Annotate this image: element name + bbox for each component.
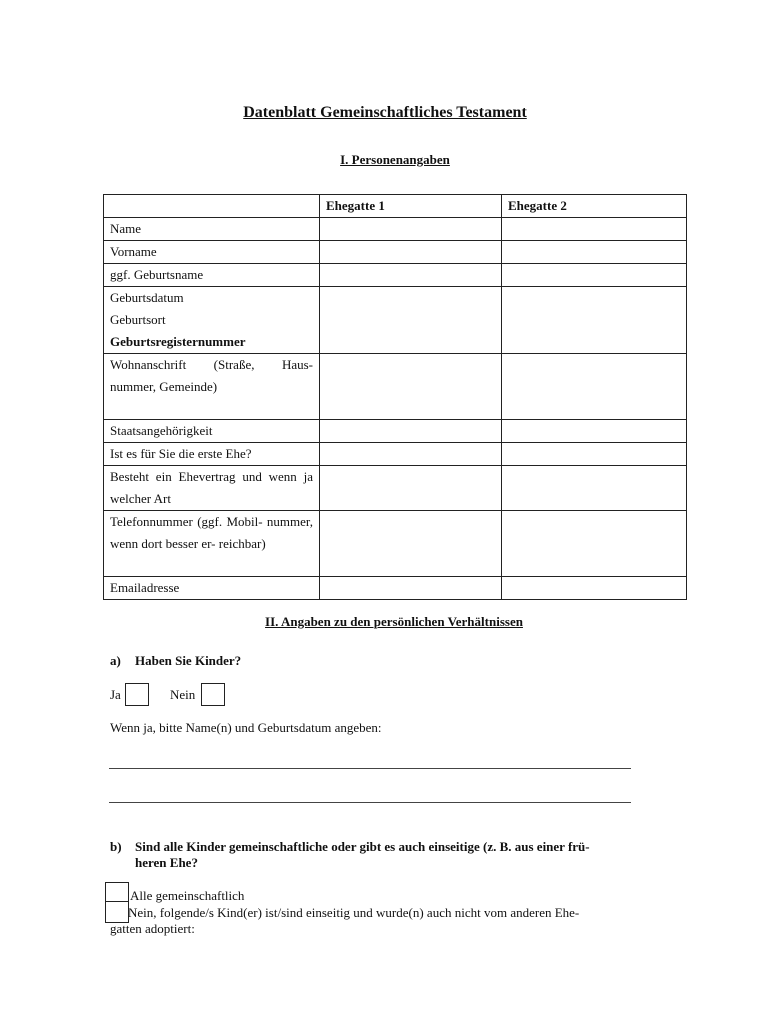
wohnanschrift-spouse-1-cell[interactable] [320,354,502,420]
name-spouse-2-cell[interactable] [502,218,687,241]
nein-checkbox[interactable] [201,683,225,706]
question-b-label: b) [110,839,122,854]
label-geburtsort: Geburtsort [110,312,166,327]
personal-data-table [103,194,687,600]
row-label-wohnanschrift: Wohnanschrift (Straße, Haus- nummer, Gemeinde) [104,354,320,420]
table-row [104,443,687,466]
row-label-name: Name [104,218,320,241]
table-row [104,218,687,241]
einseitig-checkbox[interactable] [105,901,129,923]
telefon-spouse-2-cell[interactable] [502,511,687,577]
question-b-text-line-1: Sind alle Kinder gemeinschaftliche oder gibt es auch einseitige (z. B. aus einer frü- [135,839,590,854]
erste-ehe-spouse-1-cell[interactable] [320,443,502,466]
table-row [104,287,687,354]
section-1-heading: I. Personenangaben [340,152,450,167]
row-label-telefon: Telefonnummer (ggf. Mobil- nummer, wenn dort besser er- reichbar) [104,511,320,577]
table-row [104,466,687,511]
column-header-spouse-2: Ehegatte 2 [502,195,687,218]
question-a-text: Haben Sie Kinder? [135,653,242,668]
geburtsname-spouse-1-cell[interactable] [320,264,502,287]
table-row [104,241,687,264]
row-label-staatsangehoerigkeit: Staatsangehörigkeit [104,420,320,443]
option-einseitig-line-1: Nein, folgende/s Kind(er) ist/sind einseitig und wurde(n) auch nicht vom anderen Ehe- [128,905,580,920]
label-geburtsdatum: Geburtsdatum [110,290,184,305]
telefon-spouse-1-cell[interactable] [320,511,502,577]
table-header-row [104,195,687,218]
row-label-vorname: Vorname [104,241,320,264]
document-title: Datenblatt Gemeinschaftliches Testament [243,104,527,121]
row-label-erste-ehe: Ist es für Sie die erste Ehe? [104,443,320,466]
birth-details-spouse-2-cell[interactable] [502,287,687,354]
wohnanschrift-spouse-2-cell[interactable] [502,354,687,420]
row-label-geburtsname: ggf. Geburtsname [104,264,320,287]
ehevertrag-spouse-1-cell[interactable] [320,466,502,511]
children-entry-line-2[interactable] [109,802,631,803]
children-instruction: Wenn ja, bitte Name(n) und Geburtsdatum angeben: [110,720,382,735]
staatsangehoerigkeit-spouse-1-cell[interactable] [320,420,502,443]
row-label-email: Emailadresse [104,577,320,600]
birth-details-spouse-1-cell[interactable] [320,287,502,354]
column-header-spouse-1: Ehegatte 1 [320,195,502,218]
table-row [104,354,687,420]
staatsangehoerigkeit-spouse-2-cell[interactable] [502,420,687,443]
ehevertrag-spouse-2-cell[interactable] [502,466,687,511]
option-alle-gemeinschaftlich: Alle gemeinschaftlich [130,888,245,903]
geburtsname-spouse-2-cell[interactable] [502,264,687,287]
name-spouse-1-cell[interactable] [320,218,502,241]
table-row [104,577,687,600]
option-einseitig-line-2: gatten adoptiert: [110,921,195,936]
option-ja-label: Ja [110,687,121,702]
erste-ehe-spouse-2-cell[interactable] [502,443,687,466]
section-2-heading: II. Angaben zu den persönlichen Verhältnissen [265,614,523,629]
children-entry-line-1[interactable] [109,768,631,769]
option-nein-label: Nein [170,687,196,702]
vorname-spouse-1-cell[interactable] [320,241,502,264]
table-row [104,264,687,287]
table-row [104,420,687,443]
table-row [104,511,687,577]
row-label-ehevertrag: Besteht ein Ehevertrag und wenn ja welcher Art [104,466,320,511]
label-geburtsregisternummer: Geburtsregisternummer [110,334,246,349]
question-b-text-line-2: heren Ehe? [135,855,198,870]
email-spouse-1-cell[interactable] [320,577,502,600]
vorname-spouse-2-cell[interactable] [502,241,687,264]
ja-checkbox[interactable] [125,683,149,706]
table-header-empty [104,195,320,218]
row-label-birth-details [104,287,320,354]
email-spouse-2-cell[interactable] [502,577,687,600]
question-a-label: a) [110,653,121,668]
